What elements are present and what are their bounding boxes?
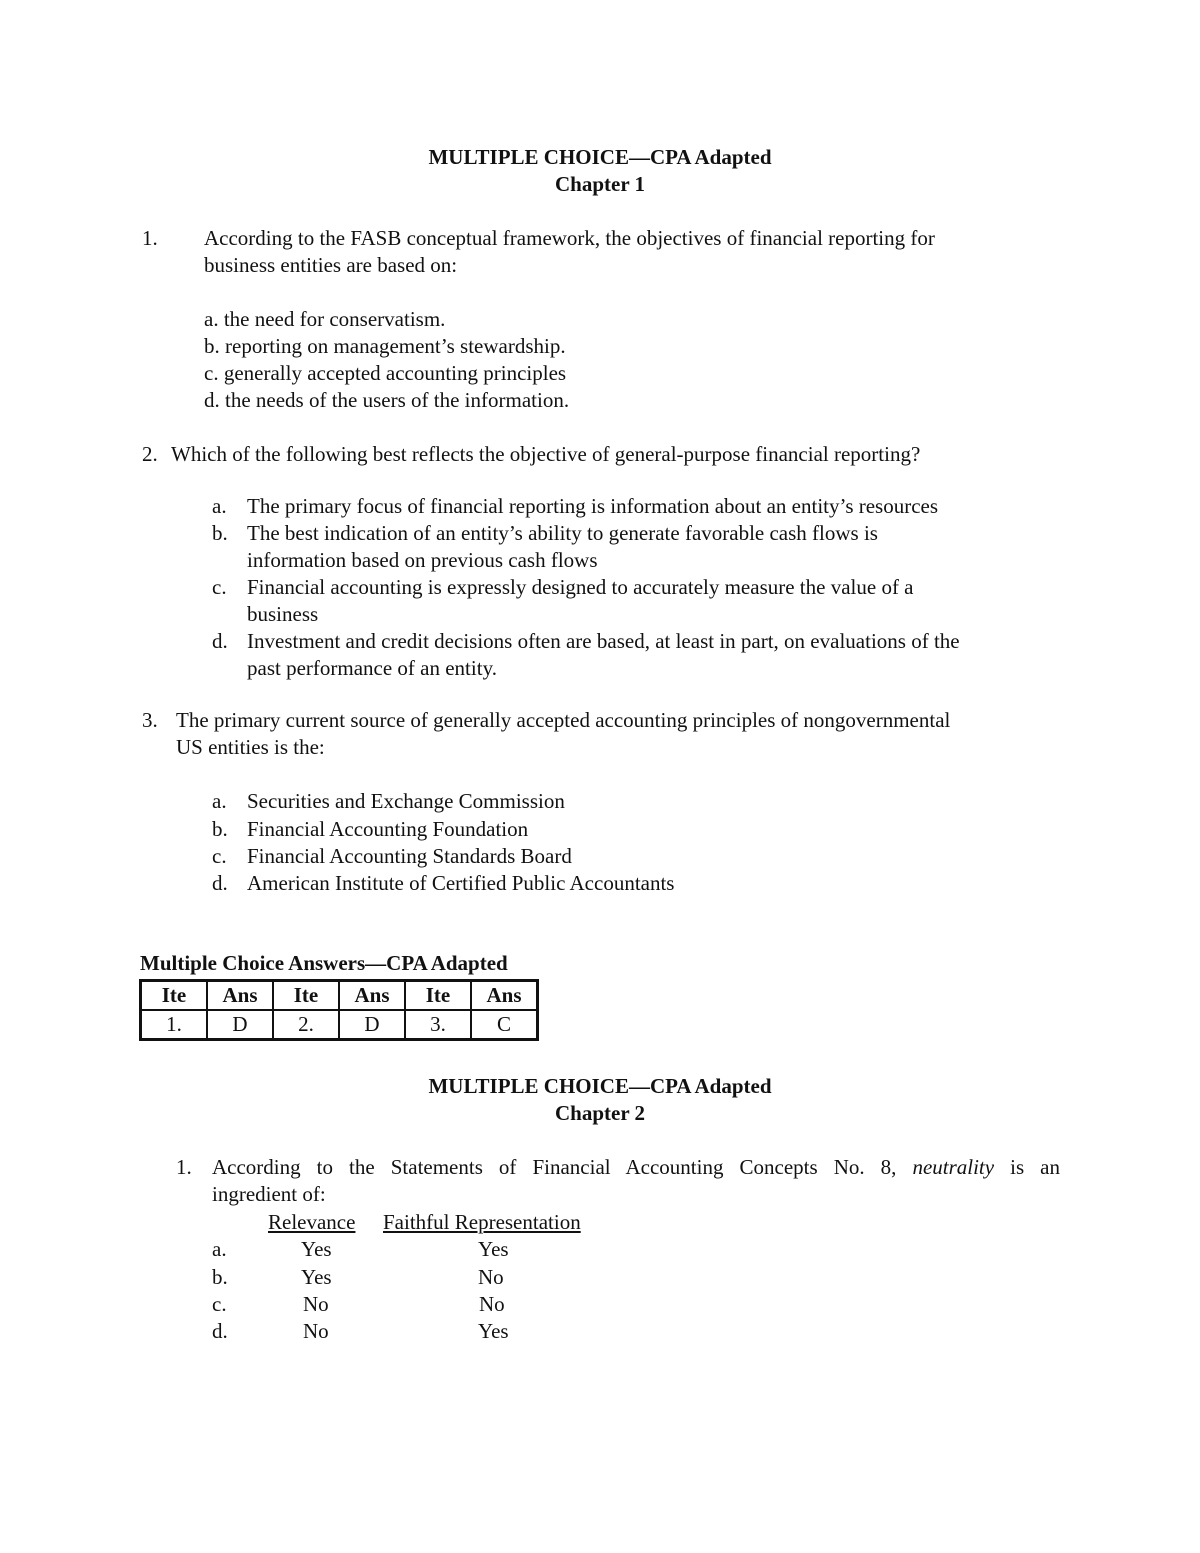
column-header-relevance: Relevance xyxy=(268,1210,356,1234)
answer-option: business xyxy=(247,602,319,626)
table-cell: D xyxy=(339,1010,405,1040)
table-cell: C xyxy=(471,1010,538,1040)
answer-option: The primary focus of financial reporting is information about an entity’s resources xyxy=(247,494,939,518)
answer-option: The best indication of an entity’s ability to generate favorable cash flows is xyxy=(247,521,878,545)
option-letter: d. xyxy=(212,871,228,895)
answer-option: d. the needs of the users of the information. xyxy=(204,388,570,412)
option-letter: b. xyxy=(212,521,228,545)
chapter-heading: Chapter 1 xyxy=(554,172,646,196)
faithful-value: Yes xyxy=(478,1237,509,1261)
table-header-cell: Ite xyxy=(141,981,208,1011)
question-text-part: According to the Statements of Financial Accounting Concepts No. 8, xyxy=(212,1155,913,1179)
section-title: MULTIPLE CHOICE—CPA Adapted xyxy=(428,1074,772,1098)
table-row xyxy=(141,1010,538,1040)
question-text: business entities are based on: xyxy=(204,253,458,277)
answer-option: Investment and credit decisions often are based, at least in part, on evaluations of the xyxy=(247,629,960,653)
answer-option: Financial accounting is expressly designed to accurately measure the value of a xyxy=(247,575,914,599)
faithful-value: No xyxy=(478,1265,504,1289)
question-text: The primary current source of generally accepted accounting principles of nongovernmental xyxy=(176,708,951,732)
option-letter: d. xyxy=(212,629,228,653)
table-cell: D xyxy=(207,1010,273,1040)
answer-option: Financial Accounting Foundation xyxy=(247,817,529,841)
table-header-cell: Ite xyxy=(273,981,339,1011)
column-header-faithful-representation: Faithful Representation xyxy=(383,1210,581,1234)
question-text: ingredient of: xyxy=(212,1182,326,1206)
answer-option: c. generally accepted accounting principles xyxy=(204,361,567,385)
table-header-row xyxy=(141,981,538,1011)
table-header-cell: Ite xyxy=(405,981,471,1011)
answers-table xyxy=(139,979,539,1041)
relevance-value: No xyxy=(303,1319,329,1343)
answer-option: Financial Accounting Standards Board xyxy=(247,844,572,868)
relevance-value: Yes xyxy=(301,1265,332,1289)
option-letter: c. xyxy=(212,844,227,868)
section-title: MULTIPLE CHOICE—CPA Adapted xyxy=(428,145,772,169)
table-cell: 2. xyxy=(273,1010,339,1040)
table-header-cell: Ans xyxy=(339,981,405,1011)
faithful-value: No xyxy=(479,1292,505,1316)
relevance-value: Yes xyxy=(301,1237,332,1261)
option-letter: b. xyxy=(212,1265,228,1289)
option-letter: c. xyxy=(212,575,227,599)
table-cell: 3. xyxy=(405,1010,471,1040)
answer-option: past performance of an entity. xyxy=(247,656,497,680)
option-letter: a. xyxy=(212,494,227,518)
answer-option: American Institute of Certified Public Accountants xyxy=(247,871,675,895)
answer-option: information based on previous cash flows xyxy=(247,548,598,572)
question-text: According to the FASB conceptual framework, the objectives of financial reporting for xyxy=(204,226,935,250)
question-text: US entities is the: xyxy=(176,735,325,759)
question-number: 1. xyxy=(142,226,158,250)
question-number: 1. xyxy=(176,1155,192,1179)
question-text xyxy=(212,1154,1060,1181)
option-letter: a. xyxy=(212,1237,227,1261)
answer-option: a. the need for conservatism. xyxy=(204,307,446,331)
option-letter: b. xyxy=(212,817,228,841)
question-number: 2. xyxy=(142,442,158,466)
answer-option: Securities and Exchange Commission xyxy=(247,789,565,813)
chapter-heading: Chapter 2 xyxy=(554,1101,646,1125)
option-letter: a. xyxy=(212,789,227,813)
question-text-part: is an xyxy=(994,1155,1060,1179)
question-text: Which of the following best reflects the objective of general-purpose financial reporting? xyxy=(171,442,921,466)
answer-option: b. reporting on management’s stewardship. xyxy=(204,334,566,358)
table-header-cell: Ans xyxy=(207,981,273,1011)
answers-heading: Multiple Choice Answers—CPA Adapted xyxy=(140,951,508,975)
emphasized-term: neutrality xyxy=(912,1155,995,1179)
relevance-value: No xyxy=(303,1292,329,1316)
table-header-cell: Ans xyxy=(471,981,538,1011)
question-number: 3. xyxy=(142,708,158,732)
table-cell: 1. xyxy=(141,1010,208,1040)
option-letter: d. xyxy=(212,1319,228,1343)
option-letter: c. xyxy=(212,1292,227,1316)
faithful-value: Yes xyxy=(478,1319,509,1343)
